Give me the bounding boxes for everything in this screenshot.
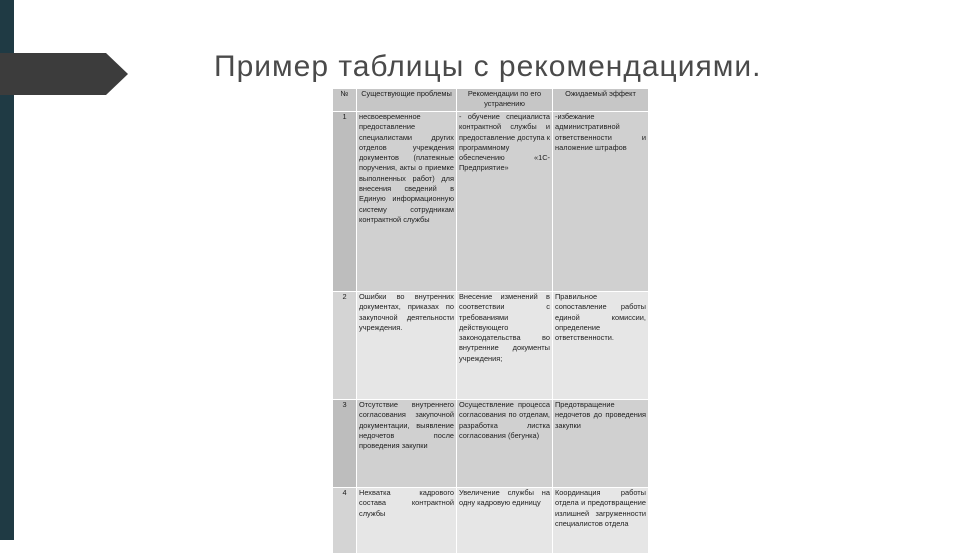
arrow-tab-decoration: [0, 53, 128, 95]
recommendation-cell: Внесение изменений в соответствии с требованиями действующего законодательства во внутренние документы учреждения;: [457, 292, 553, 400]
header-recommendations: Рекомендации по его устранению: [457, 89, 553, 112]
problem-cell: несвоевременное предоставление специалистами других отделов учреждения документов (платежные поручения, акты о приемке выполненных работ) для внесения сведений в Единую информационную систему сотрудникам контрактной службы: [357, 112, 457, 292]
slide-title: Пример таблицы с рекомендациями.: [214, 50, 762, 83]
recommendation-cell: Увеличение службы на одну кадровую единицу: [457, 488, 553, 554]
recommendations-table: [332, 88, 649, 554]
effect-cell: Правильное сопоставление работы единой комиссии, определение ответственности.: [553, 292, 649, 400]
table-header-row: [333, 89, 649, 112]
recommendation-cell: - обучение специалиста контрактной службы и предоставление доступа к программному обеспечению «1С-Предприятие»: [457, 112, 553, 292]
table-row: [333, 488, 649, 554]
problem-cell: Отсутствие внутреннего согласования закупочной документации, выявление недочетов после проведения закупки: [357, 400, 457, 488]
table-row: [333, 292, 649, 400]
recommendations-table-wrap: [332, 88, 648, 534]
effect-cell: Предотвращение недочетов до проведения закупки: [553, 400, 649, 488]
row-number: 2: [333, 292, 357, 400]
header-effect: Ожидаемый эффект: [553, 89, 649, 112]
table-row: [333, 400, 649, 488]
effect-cell: -избежание административной ответственности и наложение штрафов: [553, 112, 649, 292]
recommendation-cell: Осуществление процесса согласования по отделам, разработка листка согласования (бегунка): [457, 400, 553, 488]
row-number: 3: [333, 400, 357, 488]
row-number: 4: [333, 488, 357, 554]
table-row: [333, 112, 649, 292]
effect-cell: Координация работы отдела и предотвращение излишней загруженности специалистов отдела: [553, 488, 649, 554]
problem-cell: Ошибки во внутренних документах, приказах по закупочной деятельности учреждения.: [357, 292, 457, 400]
header-problems: Существующие проблемы: [357, 89, 457, 112]
row-number: 1: [333, 112, 357, 292]
header-number: №: [333, 89, 357, 112]
problem-cell: Нехватка кадрового состава контрактной службы: [357, 488, 457, 554]
